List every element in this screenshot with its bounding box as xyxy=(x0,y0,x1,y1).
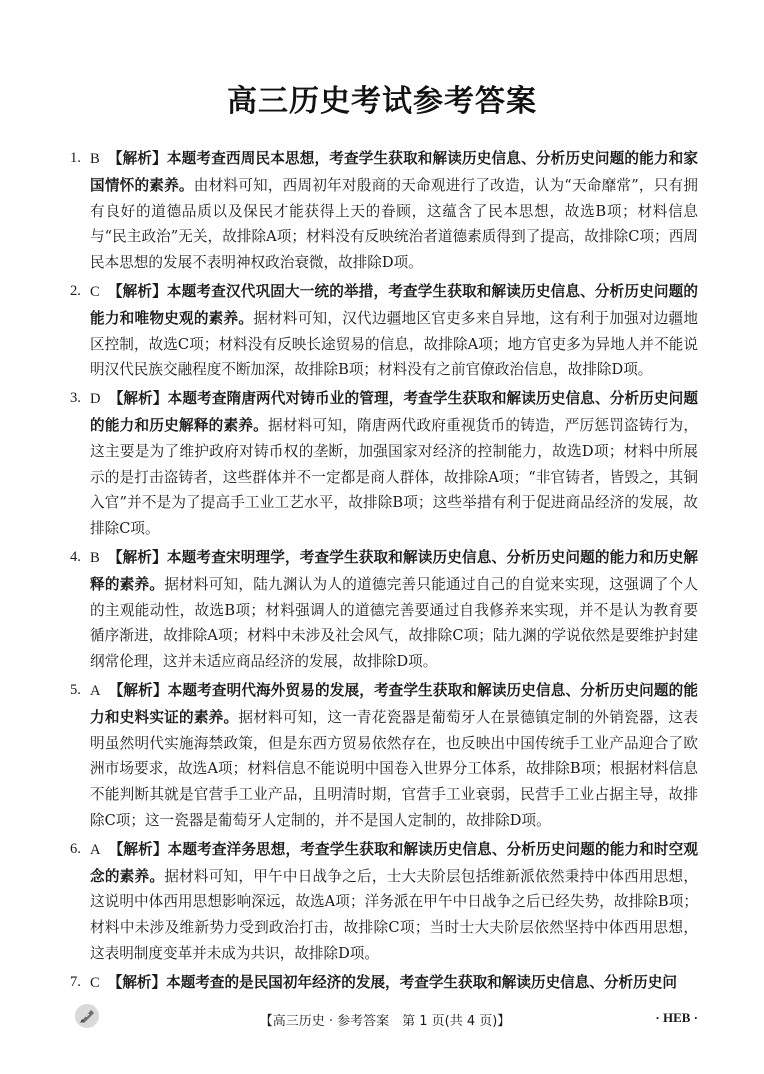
answer-item-1 xyxy=(72,146,698,276)
analysis-body: 据材料可知，这一青花瓷器是葡萄牙人在景德镇定制的外销瓷器，这表明虽然明代实施海禁政策，但是东西方贸易依然存在，也反映出中国传统手工业产品迎合了欧洲市场要求，故选A项；材料信息不能说明中国卷入世界分工体系，故排除B项；根据材料信息不能判断其就是官营手工业产品，且明清时期，官营手工业衰弱，民营手工业占据主导，故排除C项；这一瓷器是葡萄牙人定制的，并不是国人定制的，故排除D项。 xyxy=(90,708,698,829)
analysis-body: 据材料可知，汉代边疆地区官吏多来自异地，这有利于加强对边疆地区控制，故选C项；材料没有反映长途贸易的信息，故排除A项；地方官吏多为异地人并不能说明汉代民族交融程度不断加深，故排除B项；材料没有之前官僚政治信息，故排除D项。 xyxy=(90,309,698,379)
analysis-focus: 本题考查汉代巩固大一统的举措，考查学生获取和解读历史信息、分析历史问题的能力和唯物史观的素养。 xyxy=(90,282,698,327)
answer-item-5 xyxy=(72,678,698,834)
analysis-focus: 本题考查隋唐两代对铸币业的管理，考查学生获取和解读历史信息、分析历史问题的能力和历史解释的素养。 xyxy=(90,390,698,434)
answer-number: 4. xyxy=(70,548,81,565)
answer-item-2 xyxy=(72,279,698,383)
footer-code: · HEB · xyxy=(655,1010,698,1025)
answer-item-4 xyxy=(72,545,698,675)
answer-choice: C xyxy=(90,974,100,991)
analysis-tag: 【解析】 xyxy=(108,840,168,858)
answer-number: 6. xyxy=(70,840,81,857)
answer-choice: A xyxy=(90,841,101,858)
analysis-body: 由材料可知，西周初年对殷商的天命观进行了改造，认为“天命靡常”，只有拥有良好的道德品质以及保民才能获得上天的眷顾，这蕴含了民本思想，故选B项；材料信息与“民主政治”无关，故排除A项；材料没有反映统治者道德素质得到了提高，故排除C项；西周民本思想的发展不表明神权政治衰微，故排除D项。 xyxy=(90,176,698,272)
answer-item-3 xyxy=(72,386,698,542)
answer-choice: B xyxy=(90,151,100,167)
analysis-focus: 本题考查洋务思想，考查学生获取和解读历史信息、分析历史问题的能力和时空观念的素养。 xyxy=(90,840,698,885)
analysis-focus: 本题考查的是民国初年经济的发展，考查学生获取和解读历史信息、分析历史问 xyxy=(166,973,677,991)
answer-number: 1. xyxy=(70,150,81,166)
answer-choice: C xyxy=(90,283,100,300)
analysis-tag: 【解析】 xyxy=(107,973,167,991)
answer-number: 2. xyxy=(70,282,81,299)
analysis-tag: 【解析】 xyxy=(107,150,167,167)
analysis-tag: 【解析】 xyxy=(108,681,168,699)
analysis-body: 据材料可知，甲午中日战争之后，士大夫阶层包括维新派依然秉持中体西用思想，这说明中体西用思想影响深远，故选A项；洋务派在甲午中日战争之后已经失势，故排除B项；材料中未涉及维新势力受到政治打击，故排除C项；当时士大夫阶层依然坚持中体西用思想，这表明制度变革并未成为共识，故排除D项。 xyxy=(90,867,698,962)
analysis-focus: 本题考查明代海外贸易的发展，考查学生获取和解读历史信息、分析历史问题的能力和史料实证的素养。 xyxy=(90,681,698,726)
page-title: 高三历史考试参考答案 xyxy=(227,84,537,119)
analysis-body: 据材料可知，陆九渊认为人的道德完善只能通过自己的自觉来实现，这强调了个人的主观能动性，故选B项；材料强调人的道德完善要通过自我修养来实现，并不是认为教育要循序渐进，故排除A项；材料中未涉及社会风气，故排除C项；陆九渊的学说依然是要维护封建纲常伦理，这并未适应商品经济的发展，故排除D项。 xyxy=(90,575,698,671)
analysis-focus: 本题考查宋明理学，考查学生获取和解读历史信息、分析历史问题的能力和历史解释的素养。 xyxy=(90,548,698,593)
answer-choice: B xyxy=(90,549,100,566)
answer-choice: A xyxy=(90,682,101,699)
answer-list xyxy=(72,146,698,1000)
analysis-body: 据材料可知，隋唐两代政府重视货币的铸造，严厉惩罚盗铸行为，这主要是为了维护政府对铸币权的垄断，加强国家对经济的控制能力，故选D项；材料中所展示的是打击盗铸者，这些群体并不一定都是商人群体，故排除A项；“非官铸者，皆毁之，其铜入官”并不是为了提高手工业工艺水平，故排除B项；这些举措有利于促进商品经济的发展，故排除C项。 xyxy=(90,416,698,538)
analysis-tag: 【解析】 xyxy=(108,390,168,408)
answer-choice: D xyxy=(90,391,101,408)
answer-item-7 xyxy=(72,970,698,997)
answer-number: 7. xyxy=(70,973,81,990)
footer-page-info: 【高三历史 · 参考答案 第 1 页(共 4 页)】 xyxy=(259,1014,511,1029)
answer-item-6 xyxy=(72,837,698,967)
page-footer xyxy=(72,1008,698,1030)
answer-number: 5. xyxy=(70,681,81,698)
analysis-focus: 本题考查西周民本思想，考查学生获取和解读历史信息、分析历史问题的能力和家国情怀的素养。 xyxy=(90,150,698,194)
analysis-tag: 【解析】 xyxy=(107,548,167,566)
analysis-tag: 【解析】 xyxy=(107,282,167,300)
answer-number: 3. xyxy=(70,390,81,407)
